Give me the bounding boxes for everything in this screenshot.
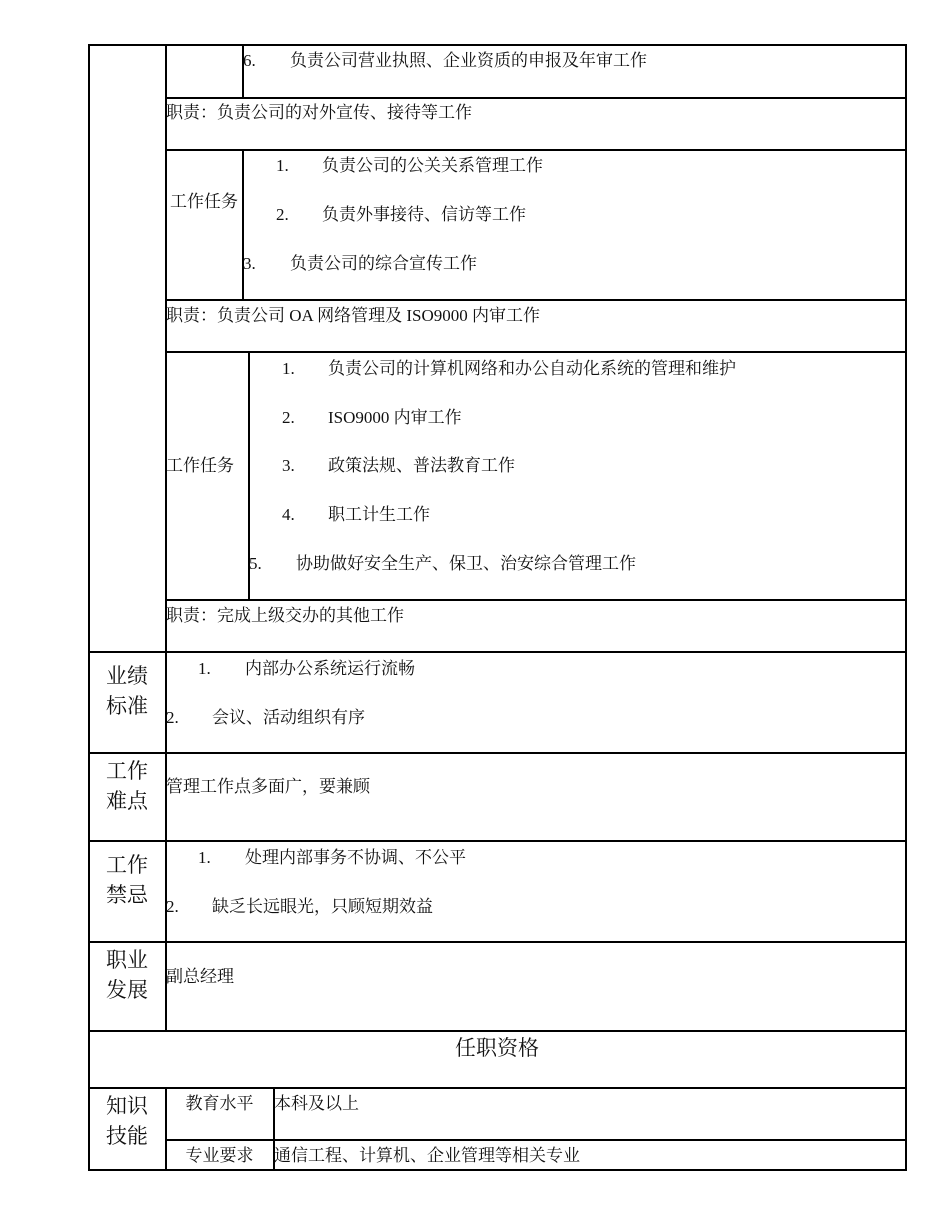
list-item-number: 1. — [282, 359, 295, 378]
major-value: 通信工程、计算机、企业管理等相关专业 — [274, 1146, 580, 1165]
list-item-number: 2. — [276, 205, 289, 224]
list-item-text: 政策法规、普法教育工作 — [328, 456, 515, 475]
duty-publicity-label: 职责：负责公司的对外宣传、接待等工作 — [166, 103, 472, 122]
list-item-text: 负责公司营业执照、企业资质的申报及年审工作 — [290, 51, 647, 70]
duty-oa-label: 职责：负责公司 OA 网络管理及 ISO9000 内审工作 — [166, 306, 541, 325]
list-item-number: 1. — [198, 659, 211, 678]
list-item-text: 负责公司的计算机网络和办公自动化系统的管理和维护 — [328, 359, 736, 378]
list-item-text: 会议、活动组织有序 — [212, 708, 365, 727]
major-label: 专业要求 — [185, 1146, 254, 1165]
task-label-oa: 工作任务 — [166, 456, 234, 475]
list-item-number: 2. — [166, 708, 179, 727]
list-item-text: 负责公司的公关关系管理工作 — [322, 156, 543, 175]
education-label: 教育水平 — [185, 1094, 254, 1113]
list-item-number: 1. — [198, 848, 211, 867]
performance-label: 业绩 标准 — [106, 664, 148, 718]
difficulty-text: 管理工作点多面广，要兼顾 — [166, 777, 370, 796]
difficulty-label: 工作 难点 — [106, 759, 148, 813]
taboo-label: 工作 禁忌 — [106, 853, 148, 907]
list-item-text: 协助做好安全生产、保卫、治安综合管理工作 — [296, 554, 636, 573]
list-item-number: 4. — [282, 505, 295, 524]
list-item-text: 负责外事接待、信访等工作 — [322, 205, 526, 224]
list-item-number: 2. — [166, 897, 179, 916]
list-item-number: 6. — [243, 51, 256, 70]
list-item-number: 5. — [249, 554, 262, 573]
qualifications-title: 任职资格 — [455, 1036, 539, 1060]
list-item-number: 2. — [282, 408, 295, 427]
list-item-text: 负责公司的综合宣传工作 — [290, 254, 477, 273]
list-item-text: 内部办公系统运行流畅 — [245, 659, 415, 678]
list-item-text: 职工计生工作 — [328, 505, 430, 524]
list-item-text: ISO9000 内审工作 — [328, 408, 462, 427]
list-item-text: 处理内部事务不协调、不公平 — [245, 848, 466, 867]
list-item-number: 3. — [282, 456, 295, 475]
knowledge-skills-label: 知识 技能 — [106, 1094, 148, 1148]
list-item-number: 1. — [276, 156, 289, 175]
list-item-text: 缺乏长远眼光，只顾短期效益 — [212, 897, 433, 916]
education-value: 本科及以上 — [274, 1094, 359, 1113]
duty-other-label: 职责：完成上级交办的其他工作 — [166, 606, 404, 625]
list-item-number: 3. — [243, 254, 256, 273]
task-label-publicity: 工作任务 — [170, 192, 238, 211]
career-text: 副总经理 — [166, 967, 234, 986]
career-label: 职业 发展 — [106, 948, 148, 1002]
